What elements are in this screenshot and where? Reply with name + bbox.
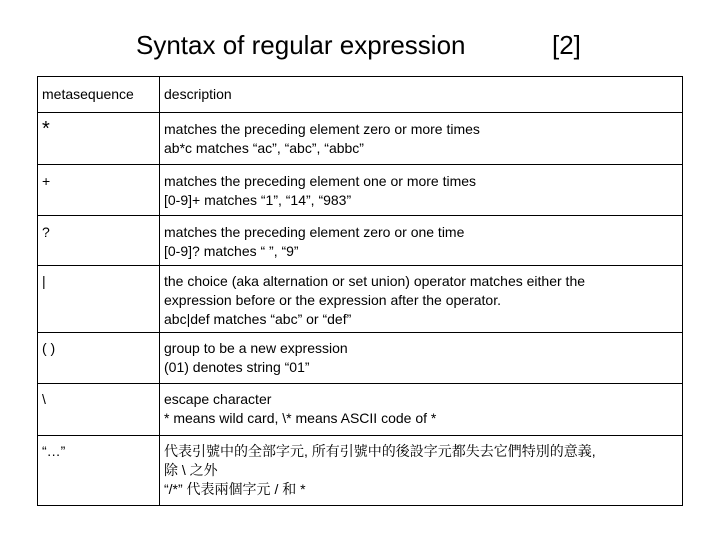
description-line: [0-9]? matches “ ”, “9” [164, 243, 299, 259]
table-header-row [38, 77, 683, 113]
description-line: * means wild card, \* means ASCII code of * [164, 410, 437, 426]
table-row [38, 333, 683, 384]
description-line: expression before or the expression after the operator. [164, 292, 501, 308]
description-cell [160, 165, 683, 216]
meta-cell [38, 216, 160, 266]
description-cell [160, 333, 683, 384]
meta-value: \ [42, 391, 46, 407]
description-cell [160, 266, 683, 333]
meta-value: * [42, 118, 50, 140]
description-line: matches the preceding element zero or one time [164, 224, 465, 240]
description-line: [0-9]+ matches “1”, “14”, “983” [164, 192, 352, 208]
description-line: (01) denotes string “01” [164, 359, 310, 375]
table-row [38, 113, 683, 165]
description-cell [160, 384, 683, 436]
syntax-table [37, 76, 683, 506]
slide-number: [2] [552, 30, 581, 60]
slide-title: Syntax of regular expression [136, 30, 466, 60]
meta-cell [38, 333, 160, 384]
meta-cell [38, 165, 160, 216]
description-line: matches the preceding element zero or more times [164, 121, 480, 137]
description-cell [160, 436, 683, 506]
description-cell [160, 113, 683, 165]
meta-value: + [42, 173, 51, 189]
description-line: “/*” 代表兩個字元 / 和 * [164, 481, 306, 497]
header-metasequence: metasequence [38, 77, 160, 113]
header-description: description [160, 77, 683, 113]
meta-value: ( ) [42, 340, 56, 356]
description-line: matches the preceding element one or more times [164, 173, 477, 189]
table-row [38, 436, 683, 506]
meta-value: ? [42, 224, 50, 240]
description-cell [160, 216, 683, 266]
table-row [38, 165, 683, 216]
description-line: the choice (aka alternation or set union) operator matches either the [164, 273, 586, 289]
description-line: 除 \ 之外 [164, 462, 218, 478]
meta-cell [38, 436, 160, 506]
description-line: ab*c matches “ac”, “abc”, “abbc” [164, 140, 364, 156]
table-row [38, 384, 683, 436]
description-line: escape character [164, 391, 272, 407]
table-row [38, 266, 683, 333]
meta-value: | [42, 273, 46, 289]
meta-cell [38, 384, 160, 436]
meta-value: “…” [42, 443, 66, 459]
meta-cell [38, 266, 160, 333]
description-line: 代表引號中的全部字元, 所有引號中的後設字元都失去它們特別的意義, [164, 443, 596, 459]
description-line: group to be a new expression [164, 340, 348, 356]
table-row [38, 216, 683, 266]
description-line: abc|def matches “abc” or “def” [164, 311, 352, 327]
meta-cell [38, 113, 160, 165]
